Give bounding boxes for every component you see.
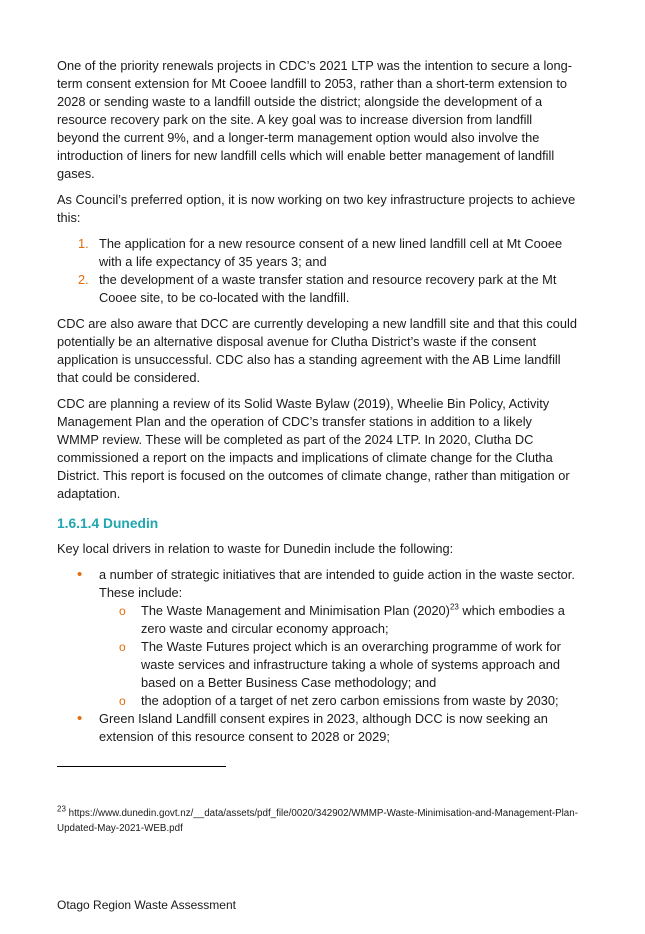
section-heading: 1.6.1.4 Dunedin: [57, 516, 159, 531]
list-item-text: The Waste Management and Minimisation Plan (2020): [141, 603, 450, 618]
paragraph: CDC are planning a review of its Solid Waste Bylaw (2019), Wheelie Bin Policy, Activity Management Plan and the operation of CDC’s transfer stations in addition to a likely WMMP review. These will be completed as part of the 2024 LTP. In 2020, Clutha DC commissioned a report on the impacts and implications of climate change for the Clutha District. This report is focused on the outcomes of climate change, rather than mitigation or adaptation.: [57, 396, 570, 501]
bullet-list: [57, 566, 577, 746]
bullet-icon: •: [77, 710, 83, 727]
sub-list: [99, 602, 577, 710]
footnote-number: 23: [57, 804, 66, 814]
list-item-text: Green Island Landfill consent expires in 2023, although DCC is now seeking an extension of this resource consent to 2028 or 2029;: [99, 711, 548, 744]
hollow-bullet-icon: o: [119, 604, 126, 618]
hollow-bullet-icon: o: [119, 694, 126, 708]
footnote: [57, 806, 587, 836]
footnote-reference[interactable]: 23: [449, 602, 459, 612]
paragraph: One of the priority renewals projects in CDC’s 2021 LTP was the intention to secure a long-term consent extension for Mt Cooee landfill to 2053, rather than a short-term extension to 2028 or sending waste to a landfill outside the district; alongside the development of a resource recovery park on the site. A key goal was to increase diversion from landfill beyond the current 9%, and a longer-term management option would also involve the introduction of liners for new landfill cells which will enable better management of landfill gases.: [57, 58, 572, 181]
list-item-text: which embodies a zero waste and circular economy approach;: [141, 603, 565, 636]
list-item-text: the development of a waste transfer station and resource recovery park at the Mt Cooee site, to be co-located with the landfill.: [99, 272, 557, 305]
list-item: [99, 692, 577, 710]
footnote-link[interactable]: https://www.dunedin.govt.nz/__data/assets/pdf_file/0020/342902/WMMP-Waste-Minimisation-and-Management-Plan-Updated-May-2021-WEB.pdf: [57, 808, 578, 834]
list-item-text: the adoption of a target of net zero carbon emissions from waste by 2030;: [141, 693, 559, 708]
list-item: [57, 566, 577, 710]
list-item: [99, 602, 577, 638]
list-number: 1.: [78, 236, 89, 251]
list-number: 2.: [78, 272, 89, 287]
paragraph: As Council’s preferred option, it is now working on two key infrastructure projects to achieve this:: [57, 192, 576, 225]
list-item-text: The application for a new resource consent of a new lined landfill cell at Mt Cooee with a life expectancy of 35 years 3; and: [99, 236, 563, 269]
list-item-text: The Waste Futures project which is an overarching programme of work for waste services and infrastructure taking a whole of systems approach and based on a Better Business Case methodology; and: [141, 639, 561, 690]
paragraph: CDC are also aware that DCC are currently developing a new landfill site and that this could potentially be an alternative disposal avenue for Clutha District’s waste if the consent application is unsuccessful. CDC also has a standing agreement with the AB Lime landfill that could be considered.: [57, 316, 577, 385]
paragraph: Key local drivers in relation to waste for Dunedin include the following:: [57, 541, 454, 556]
numbered-list: [57, 235, 577, 307]
footnote-separator: [57, 766, 226, 767]
document-body: [57, 57, 577, 746]
list-item: [57, 271, 577, 307]
list-item: [57, 710, 577, 746]
list-item-text: a number of strategic initiatives that are intended to guide action in the waste sector. These include:: [99, 567, 575, 600]
list-item: [99, 638, 577, 692]
hollow-bullet-icon: o: [119, 640, 126, 654]
page-footer: Otago Region Waste Assessment: [57, 898, 236, 912]
bullet-icon: •: [77, 566, 83, 583]
list-item: [57, 235, 577, 271]
